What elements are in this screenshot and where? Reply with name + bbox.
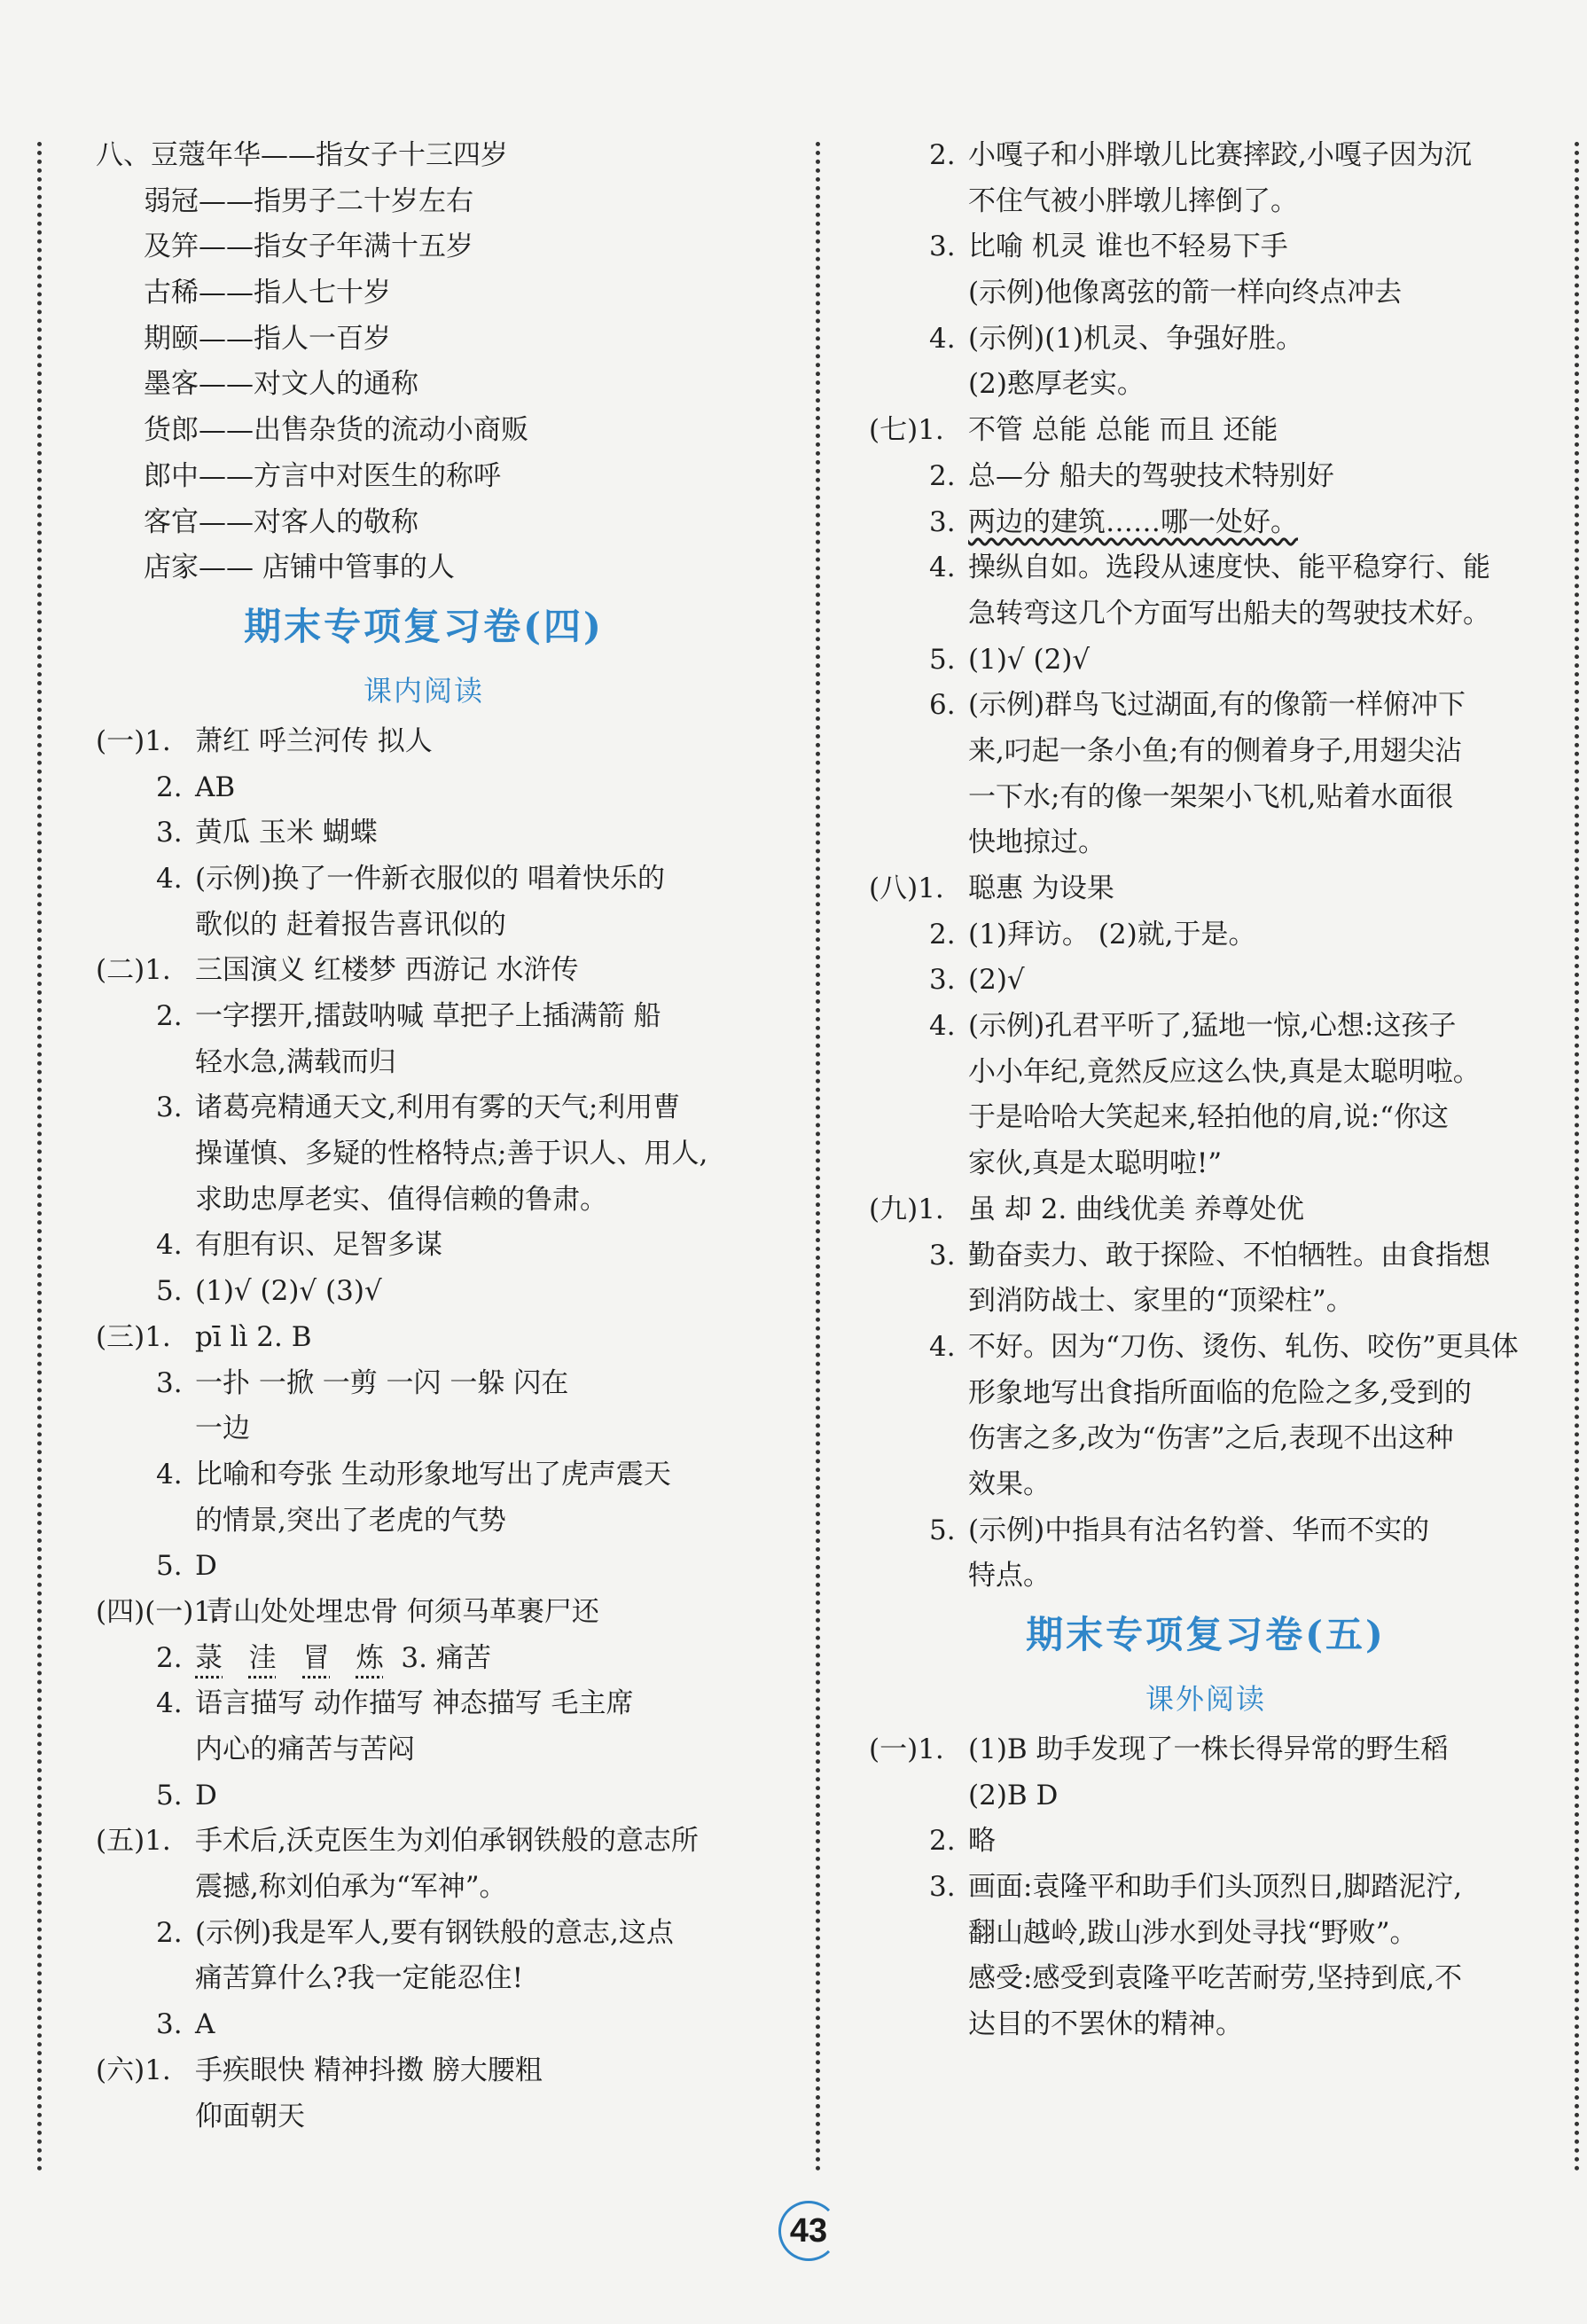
vocab-item: 墨客——对文人的通称 <box>144 368 418 401</box>
answer-line: 操谨慎、多疑的性格特点;善于识人、用人, <box>195 1138 708 1170</box>
answer-line: 2. (示例)我是军人,要有钢铁般的意志,这点 <box>156 1916 674 1949</box>
vocab-item: 郎中——方言中对医生的称呼 <box>144 459 501 492</box>
answer-line: 5. (示例)中指具有沽名钓誉、华而不实的 <box>929 1514 1430 1546</box>
vocab-item: 古稀——指人七十岁 <box>144 277 391 309</box>
answer-line: 伤害之多,改为“伤害”之后,表现不出这种 <box>968 1422 1454 1455</box>
answer-line: 一下水;有的像一架架小飞机,贴着水面很 <box>968 780 1454 813</box>
answer-line: 不住气被小胖墩儿摔倒了。 <box>968 184 1298 217</box>
page-number: 43 <box>778 2201 839 2261</box>
answer-line: 4. (示例)(1)机灵、争强好胜。 <box>929 322 1304 355</box>
answer-line: 家伙,真是太聪明啦!” <box>968 1147 1223 1180</box>
answer-line: 2. AB <box>156 771 236 803</box>
right-margin-dotted-line <box>1575 142 1579 2172</box>
answer-line: 感受:感受到袁隆平吃苦耐劳,坚持到底,不 <box>968 1962 1463 1995</box>
answer-line: 痛苦算什么?我一定能忍住! <box>195 1962 524 1995</box>
answer-line: 一边 <box>195 1412 250 1445</box>
left-column <box>96 133 752 2140</box>
answer-line: (五)1. 手术后,沃克医生为刘伯承钢铁般的意志所 <box>96 1825 699 1858</box>
answer-line: 2. 总—分 船夫的驾驶技术特别好 <box>929 459 1334 492</box>
subsection-title-extracurricular-reading: 课外阅读 <box>1145 1682 1266 1716</box>
answer-line: 5. (1)√ (2)√ <box>929 643 1091 676</box>
answer-line: 的情景,突出了老虎的气势 <box>195 1504 506 1537</box>
subsection-title-in-class-reading: 课内阅读 <box>363 673 484 708</box>
answer-line: 形象地写出食指所面临的危险之多,受到的 <box>968 1376 1472 1409</box>
answer-line: (示例)他像离弦的箭一样向终点冲去 <box>968 277 1403 309</box>
answer-line: 3. 诸葛亮精通天文,利用有雾的天气;利用曹 <box>156 1092 681 1124</box>
section-title-4: 期末专项复习卷(四) <box>244 604 604 648</box>
answer-line: (2)憨厚老实。 <box>968 368 1145 401</box>
answer-line: (三)1. pī lì 2. B <box>96 1320 312 1353</box>
answer-line: 快地掠过。 <box>968 826 1106 859</box>
right-column <box>869 133 1543 2048</box>
answer-line: 歌似的 赶着报告喜讯似的 <box>195 908 506 941</box>
answer-line: (2)B D <box>968 1779 1059 1811</box>
answer-line: 4. 有胆有识、足智多谋 <box>156 1229 442 1262</box>
answer-line: 2. 菉 洼 冒 炼 3. 痛苦 <box>156 1641 491 1674</box>
vocab-item: 及笄——指女子年满十五岁 <box>144 231 473 263</box>
answer-line: 5. D <box>156 1779 217 1811</box>
answer-line: 急转弯这几个方面写出船夫的驾驶技术好。 <box>968 597 1490 630</box>
answer-line: 3. (2)√ <box>929 964 1025 997</box>
answer-line: 来,叼起一条小鱼;有的侧着身子,用翅尖沾 <box>968 734 1463 767</box>
answer-line: 3. 比喻 机灵 谁也不轻易下手 <box>929 231 1288 263</box>
answer-line: 5. (1)√ (2)√ (3)√ <box>156 1275 382 1308</box>
answer-line: 内心的痛苦与苦闷 <box>195 1733 415 1765</box>
answer-line: 6. (示例)群鸟飞过湖面,有的像箭一样俯冲下 <box>929 689 1466 722</box>
vocab-item: 期颐——指人一百岁 <box>144 322 391 355</box>
answer-line: 4. 不好。因为“刀伤、烫伤、轧伤、咬伤”更具体 <box>929 1330 1519 1363</box>
answer-line: 3. A <box>156 2008 215 2041</box>
answer-line: (四)(一)1.青山处处埋忠骨 何须马革裹尸还 <box>96 1595 599 1628</box>
answer-line: 轻水急,满载而归 <box>195 1045 396 1078</box>
answer-line: 求助忠厚老实、值得信赖的鲁肃。 <box>195 1183 607 1216</box>
answer-line: 4. 比喻和夸张 生动形象地写出了虎声震天 <box>156 1458 671 1491</box>
answer-line: 3. 两边的建筑……哪一处好。 <box>929 505 1298 538</box>
answer-line: 于是哈哈大笑起来,轻拍他的肩,说:“你这 <box>968 1101 1449 1134</box>
answer-line: 3. 勤奋卖力、敢于探险、不怕牺牲。由食指想 <box>929 1239 1490 1272</box>
answer-line: (七)1. 不管 总能 总能 而且 还能 <box>869 414 1278 447</box>
answer-line: 5. D <box>156 1550 217 1583</box>
answer-line: 4. 操纵自如。选段从速度快、能平稳穿行、能 <box>929 552 1490 584</box>
answer-line: 4. (示例)换了一件新衣服似的 唱着快乐的 <box>156 862 666 895</box>
answer-line: 仰面朝天 <box>195 2100 305 2132</box>
answer-line: 3. 画面:袁隆平和助手们头顶烈日,脚踏泥泞, <box>929 1871 1463 1904</box>
answer-line: 特点。 <box>968 1560 1051 1592</box>
answer-line: 4. (示例)孔君平听了,猛地一惊,心想:这孩子 <box>929 1010 1457 1043</box>
answer-line: 达目的不罢休的精神。 <box>968 2008 1243 2041</box>
answer-line: 震撼,称刘伯承为“军神”。 <box>195 1871 507 1904</box>
answer-line: 小小年纪,竟然反应这么快,真是太聪明啦。 <box>968 1055 1481 1088</box>
vocab-item: 店家—— 店铺中管事的人 <box>144 552 455 584</box>
answer-line: 3. 黄瓜 玉米 蝴蝶 <box>156 817 378 849</box>
answer-line: (九)1. 虽 却 2. 曲线优美 养尊处优 <box>869 1193 1304 1225</box>
vocab-item: 弱冠——指男子二十岁左右 <box>144 184 473 217</box>
answer-line: 4. 语言描写 动作描写 神态描写 毛主席 <box>156 1687 634 1720</box>
answer-line: 翻山越岭,跋山涉水到处寻找“野败”。 <box>968 1916 1418 1949</box>
answer-line: 2. (1)拜访。 (2)就,于是。 <box>929 918 1256 951</box>
vocab-item: 八、豆蔻年华——指女子十三四岁 <box>96 139 508 171</box>
section-title-5: 期末专项复习卷(五) <box>1026 1613 1386 1656</box>
answer-line: (一)1. (1)B 助手发现了一株长得异常的野生稻 <box>869 1733 1449 1765</box>
vocab-item: 货郎——出售杂货的流动小商贩 <box>144 414 528 447</box>
center-dotted-divider <box>816 142 820 2172</box>
answer-line: (八)1. 聪惠 为设果 <box>869 872 1114 904</box>
left-margin-dotted-line <box>37 142 42 2172</box>
vocab-item: 客官——对客人的敬称 <box>144 505 418 538</box>
answer-line: 2. 小嘎子和小胖墩儿比赛摔跤,小嘎子因为沉 <box>929 139 1472 171</box>
answer-line: 效果。 <box>968 1467 1051 1500</box>
answer-line: (二)1. 三国演义 红楼梦 西游记 水浒传 <box>96 954 579 987</box>
answer-line: 到消防战士、家里的“顶梁柱”。 <box>968 1285 1354 1318</box>
answer-line: 2. 略 <box>929 1825 996 1858</box>
answer-line: 3. 一扑 一掀 一剪 一闪 一躲 闪在 <box>156 1366 569 1399</box>
answer-line: (一)1. 萧红 呼兰河传 拟人 <box>96 724 433 757</box>
answer-line: 2. 一字摆开,擂鼓呐喊 草把子上插满箭 船 <box>156 1000 661 1032</box>
answer-line: (六)1. 手疾眼快 精神抖擞 膀大腰粗 <box>96 2054 543 2086</box>
